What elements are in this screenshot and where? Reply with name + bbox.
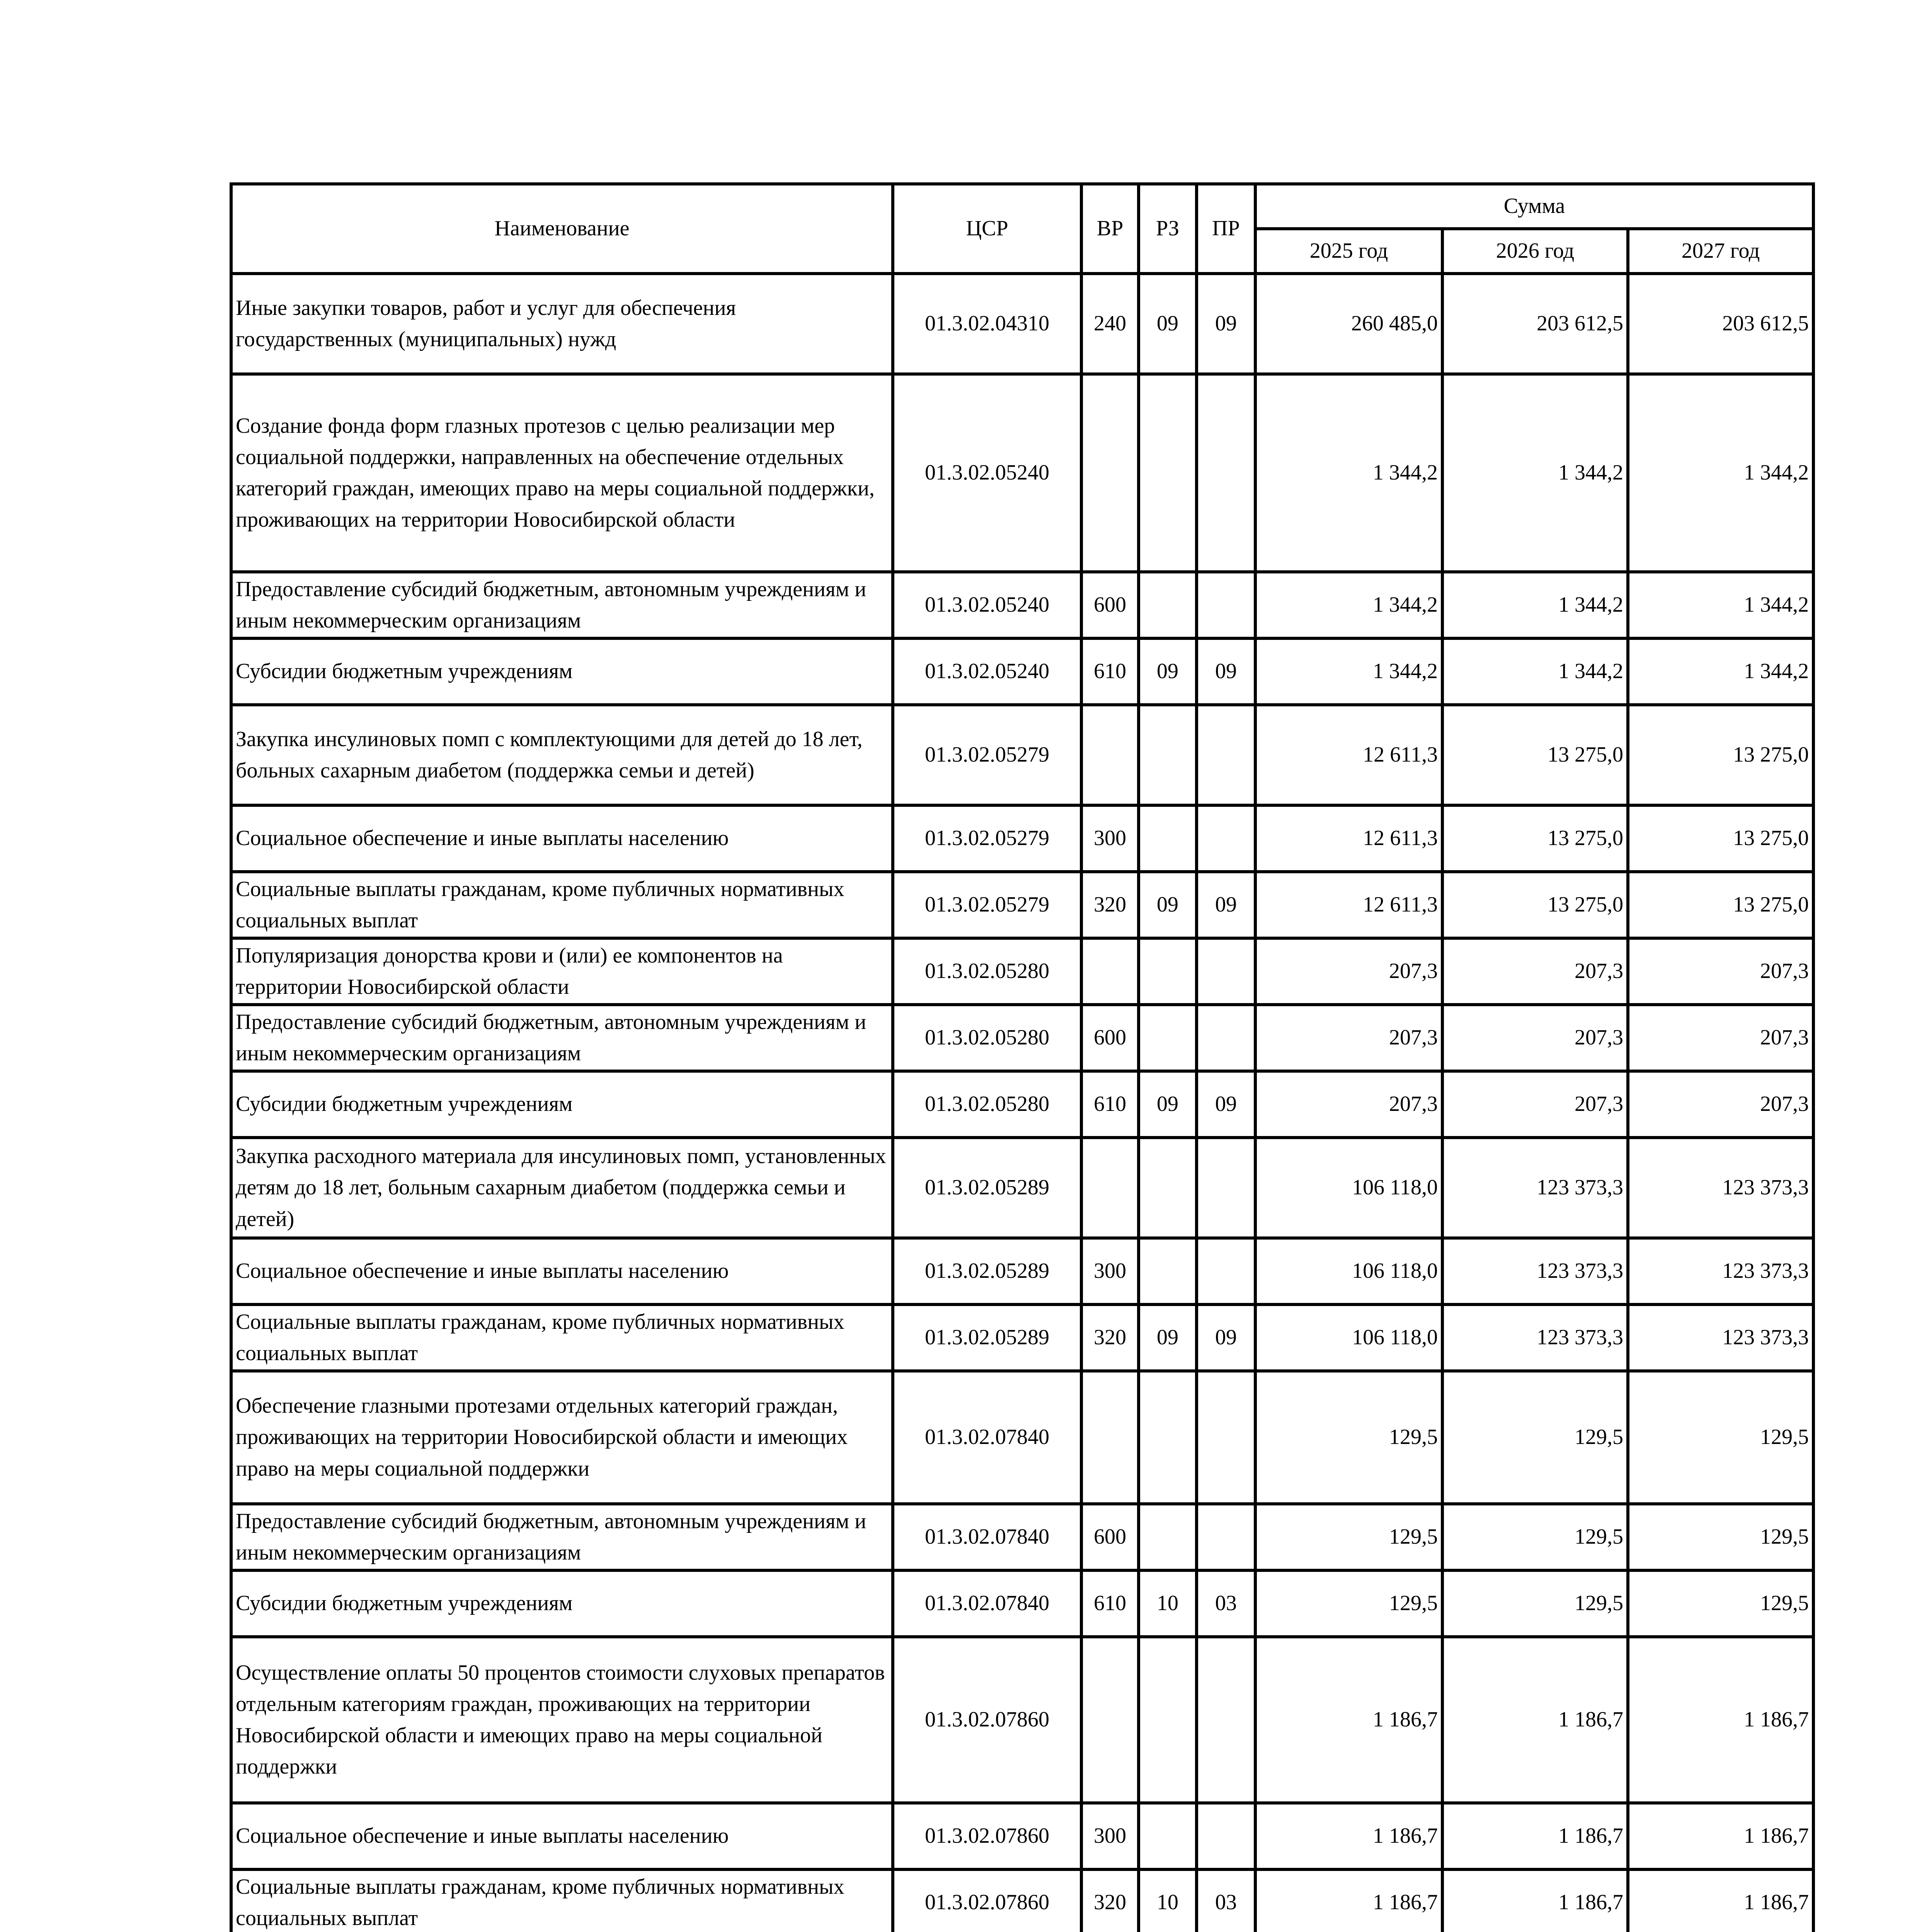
cell-name: Закупка инсулиновых помп с комплектующими для детей до 18 лет, больных сахарным диабетом (поддержка семьи и детей) — [231, 705, 893, 805]
cell-csr: 01.3.02.05279 — [893, 705, 1081, 805]
table-row — [231, 1071, 1813, 1138]
cell-pr — [1197, 1504, 1255, 1570]
cell-amount-2026: 1 186,7 — [1442, 1869, 1628, 1932]
cell-amount-2026: 1 186,7 — [1442, 1803, 1628, 1869]
cell-pr — [1197, 938, 1255, 1005]
cell-name: Социальные выплаты гражданам, кроме публичных нормативных социальных выплат — [231, 1304, 893, 1371]
cell-amount-2027: 207,3 — [1628, 938, 1813, 1005]
table-row — [231, 1869, 1813, 1932]
cell-rz: 09 — [1139, 274, 1197, 374]
cell-amount-2025: 1 186,7 — [1255, 1637, 1442, 1803]
table-row — [231, 572, 1813, 638]
cell-amount-2026: 129,5 — [1442, 1570, 1628, 1637]
table-row — [231, 1238, 1813, 1304]
cell-amount-2025: 207,3 — [1255, 1005, 1442, 1071]
cell-amount-2026: 1 344,2 — [1442, 374, 1628, 572]
cell-csr: 01.3.02.05280 — [893, 1005, 1081, 1071]
cell-amount-2025: 129,5 — [1255, 1504, 1442, 1570]
cell-rz — [1139, 374, 1197, 572]
cell-name: Субсидии бюджетным учреждениям — [231, 1071, 893, 1138]
header-name: Наименование — [231, 184, 893, 274]
cell-rz: 09 — [1139, 872, 1197, 938]
cell-amount-2025: 129,5 — [1255, 1371, 1442, 1504]
cell-csr: 01.3.02.05240 — [893, 572, 1081, 638]
cell-name: Закупка расходного материала для инсулиновых помп, установленных детям до 18 лет, больным сахарным диабетом (поддержка семьи и детей) — [231, 1138, 893, 1238]
cell-rz — [1139, 1803, 1197, 1869]
cell-csr: 01.3.02.04310 — [893, 274, 1081, 374]
cell-amount-2025: 1 186,7 — [1255, 1803, 1442, 1869]
cell-vr: 610 — [1081, 1570, 1139, 1637]
cell-pr — [1197, 1138, 1255, 1238]
cell-vr — [1081, 374, 1139, 572]
cell-rz — [1139, 805, 1197, 872]
cell-pr — [1197, 1637, 1255, 1803]
cell-rz — [1139, 1637, 1197, 1803]
cell-csr: 01.3.02.07860 — [893, 1637, 1081, 1803]
cell-pr — [1197, 374, 1255, 572]
cell-rz — [1139, 572, 1197, 638]
table-row — [231, 638, 1813, 705]
budget-table — [230, 182, 1815, 1932]
cell-amount-2026: 207,3 — [1442, 1005, 1628, 1071]
cell-amount-2025: 207,3 — [1255, 1071, 1442, 1138]
cell-vr — [1081, 1637, 1139, 1803]
cell-name: Обеспечение глазными протезами отдельных категорий граждан, проживающих на территории Новосибирской области и имеющих право на меры социальной поддержки — [231, 1371, 893, 1504]
cell-vr — [1081, 1371, 1139, 1504]
cell-vr: 300 — [1081, 805, 1139, 872]
header-year-2026: 2026 год — [1442, 229, 1628, 274]
cell-name: Субсидии бюджетным учреждениям — [231, 1570, 893, 1637]
cell-csr: 01.3.02.07840 — [893, 1371, 1081, 1504]
cell-vr — [1081, 1138, 1139, 1238]
table-row — [231, 1304, 1813, 1371]
table-row — [231, 805, 1813, 872]
cell-name: Предоставление субсидий бюджетным, автономным учреждениям и иным некоммерческим организациям — [231, 572, 893, 638]
table-row — [231, 374, 1813, 572]
cell-rz: 09 — [1139, 1071, 1197, 1138]
cell-vr: 300 — [1081, 1238, 1139, 1304]
cell-rz — [1139, 1504, 1197, 1570]
cell-vr — [1081, 705, 1139, 805]
cell-amount-2025: 106 118,0 — [1255, 1138, 1442, 1238]
cell-amount-2025: 260 485,0 — [1255, 274, 1442, 374]
cell-amount-2026: 13 275,0 — [1442, 805, 1628, 872]
cell-rz: 10 — [1139, 1869, 1197, 1932]
cell-amount-2025: 1 186,7 — [1255, 1869, 1442, 1932]
cell-amount-2025: 106 118,0 — [1255, 1238, 1442, 1304]
cell-pr — [1197, 1371, 1255, 1504]
cell-pr — [1197, 805, 1255, 872]
cell-amount-2027: 129,5 — [1628, 1504, 1813, 1570]
cell-rz: 09 — [1139, 638, 1197, 705]
cell-rz: 09 — [1139, 1304, 1197, 1371]
cell-pr — [1197, 1005, 1255, 1071]
cell-rz — [1139, 1371, 1197, 1504]
cell-name: Создание фонда форм глазных протезов с целью реализации мер социальной поддержки, направленных на обеспечение отдельных категорий граждан, имеющих право на меры социальной поддержки, проживающих на территории Новосибирской области — [231, 374, 893, 572]
cell-vr: 600 — [1081, 1005, 1139, 1071]
cell-amount-2027: 123 373,3 — [1628, 1138, 1813, 1238]
table-row — [231, 938, 1813, 1005]
cell-csr: 01.3.02.05240 — [893, 638, 1081, 705]
cell-amount-2027: 129,5 — [1628, 1371, 1813, 1504]
cell-csr: 01.3.02.05289 — [893, 1138, 1081, 1238]
table-row — [231, 1803, 1813, 1869]
cell-name: Социальные выплаты гражданам, кроме публичных нормативных социальных выплат — [231, 872, 893, 938]
header-year-2027: 2027 год — [1628, 229, 1813, 274]
cell-amount-2025: 1 344,2 — [1255, 374, 1442, 572]
cell-amount-2027: 203 612,5 — [1628, 274, 1813, 374]
cell-vr: 600 — [1081, 1504, 1139, 1570]
cell-amount-2027: 129,5 — [1628, 1570, 1813, 1637]
table-row — [231, 1570, 1813, 1637]
cell-amount-2027: 1 186,7 — [1628, 1637, 1813, 1803]
cell-name: Социальные выплаты гражданам, кроме публичных нормативных социальных выплат — [231, 1869, 893, 1932]
cell-amount-2025: 207,3 — [1255, 938, 1442, 1005]
cell-amount-2027: 1 344,2 — [1628, 572, 1813, 638]
cell-amount-2025: 1 344,2 — [1255, 572, 1442, 638]
cell-amount-2027: 13 275,0 — [1628, 805, 1813, 872]
cell-amount-2025: 129,5 — [1255, 1570, 1442, 1637]
cell-amount-2027: 1 344,2 — [1628, 638, 1813, 705]
table-row — [231, 1138, 1813, 1238]
cell-pr: 09 — [1197, 638, 1255, 705]
cell-csr: 01.3.02.05240 — [893, 374, 1081, 572]
cell-amount-2026: 123 373,3 — [1442, 1304, 1628, 1371]
cell-csr: 01.3.02.05289 — [893, 1238, 1081, 1304]
cell-rz — [1139, 938, 1197, 1005]
table-row — [231, 1005, 1813, 1071]
cell-vr: 600 — [1081, 572, 1139, 638]
cell-pr: 09 — [1197, 1071, 1255, 1138]
cell-amount-2026: 123 373,3 — [1442, 1238, 1628, 1304]
cell-amount-2027: 123 373,3 — [1628, 1238, 1813, 1304]
cell-csr: 01.3.02.07840 — [893, 1504, 1081, 1570]
cell-csr: 01.3.02.05289 — [893, 1304, 1081, 1371]
cell-vr: 610 — [1081, 638, 1139, 705]
header-sum: Сумма — [1255, 184, 1813, 229]
cell-amount-2025: 12 611,3 — [1255, 805, 1442, 872]
cell-csr: 01.3.02.07840 — [893, 1570, 1081, 1637]
cell-amount-2026: 13 275,0 — [1442, 705, 1628, 805]
header-csr: ЦСР — [893, 184, 1081, 274]
cell-rz — [1139, 1005, 1197, 1071]
cell-amount-2027: 123 373,3 — [1628, 1304, 1813, 1371]
cell-amount-2025: 1 344,2 — [1255, 638, 1442, 705]
table-row — [231, 274, 1813, 374]
header-rz: РЗ — [1139, 184, 1197, 274]
cell-csr: 01.3.02.05279 — [893, 872, 1081, 938]
cell-amount-2025: 106 118,0 — [1255, 1304, 1442, 1371]
cell-csr: 01.3.02.05280 — [893, 1071, 1081, 1138]
table-body — [231, 274, 1813, 1932]
cell-amount-2027: 1 344,2 — [1628, 374, 1813, 572]
header-pr: ПР — [1197, 184, 1255, 274]
cell-pr — [1197, 705, 1255, 805]
cell-rz — [1139, 705, 1197, 805]
cell-name: Социальное обеспечение и иные выплаты населению — [231, 1803, 893, 1869]
cell-amount-2027: 13 275,0 — [1628, 872, 1813, 938]
cell-amount-2026: 207,3 — [1442, 938, 1628, 1005]
cell-pr: 09 — [1197, 872, 1255, 938]
cell-vr: 300 — [1081, 1803, 1139, 1869]
cell-pr — [1197, 572, 1255, 638]
table-row — [231, 1504, 1813, 1570]
cell-amount-2027: 207,3 — [1628, 1005, 1813, 1071]
cell-amount-2026: 123 373,3 — [1442, 1138, 1628, 1238]
table-row — [231, 1371, 1813, 1504]
cell-amount-2027: 207,3 — [1628, 1071, 1813, 1138]
cell-rz — [1139, 1238, 1197, 1304]
table-row — [231, 872, 1813, 938]
header-year-2025: 2025 год — [1255, 229, 1442, 274]
cell-pr: 03 — [1197, 1869, 1255, 1932]
cell-name: Иные закупки товаров, работ и услуг для обеспечения государственных (муниципальных) нужд — [231, 274, 893, 374]
cell-pr — [1197, 1238, 1255, 1304]
cell-rz — [1139, 1138, 1197, 1238]
cell-amount-2026: 1 344,2 — [1442, 572, 1628, 638]
cell-vr: 320 — [1081, 1869, 1139, 1932]
header-vr: ВР — [1081, 184, 1139, 274]
cell-vr: 320 — [1081, 1304, 1139, 1371]
cell-csr: 01.3.02.07860 — [893, 1869, 1081, 1932]
cell-amount-2027: 1 186,7 — [1628, 1869, 1813, 1932]
cell-vr: 240 — [1081, 274, 1139, 374]
cell-name: Предоставление субсидий бюджетным, автономным учреждениям и иным некоммерческим организациям — [231, 1005, 893, 1071]
cell-amount-2026: 203 612,5 — [1442, 274, 1628, 374]
cell-name: Осуществление оплаты 50 процентов стоимости слуховых препаратов отдельным категориям граждан, проживающих на территории Новосибирской области и имеющих право на меры социальной поддержки — [231, 1637, 893, 1803]
cell-pr: 09 — [1197, 274, 1255, 374]
cell-csr: 01.3.02.07860 — [893, 1803, 1081, 1869]
cell-amount-2025: 12 611,3 — [1255, 872, 1442, 938]
cell-name: Популяризация донорства крови и (или) ее компонентов на территории Новосибирской области — [231, 938, 893, 1005]
cell-pr — [1197, 1803, 1255, 1869]
cell-pr: 03 — [1197, 1570, 1255, 1637]
cell-name: Социальное обеспечение и иные выплаты населению — [231, 1238, 893, 1304]
cell-amount-2026: 129,5 — [1442, 1504, 1628, 1570]
table-row — [231, 705, 1813, 805]
cell-name: Субсидии бюджетным учреждениям — [231, 638, 893, 705]
cell-name: Предоставление субсидий бюджетным, автономным учреждениям и иным некоммерческим организациям — [231, 1504, 893, 1570]
cell-csr: 01.3.02.05279 — [893, 805, 1081, 872]
cell-amount-2026: 129,5 — [1442, 1371, 1628, 1504]
cell-amount-2027: 1 186,7 — [1628, 1803, 1813, 1869]
cell-amount-2026: 207,3 — [1442, 1071, 1628, 1138]
cell-amount-2026: 13 275,0 — [1442, 872, 1628, 938]
cell-name: Социальное обеспечение и иные выплаты населению — [231, 805, 893, 872]
cell-csr: 01.3.02.05280 — [893, 938, 1081, 1005]
cell-amount-2026: 1 186,7 — [1442, 1637, 1628, 1803]
cell-pr: 09 — [1197, 1304, 1255, 1371]
cell-vr: 320 — [1081, 872, 1139, 938]
cell-amount-2025: 12 611,3 — [1255, 705, 1442, 805]
cell-amount-2026: 1 344,2 — [1442, 638, 1628, 705]
cell-vr — [1081, 938, 1139, 1005]
cell-vr: 610 — [1081, 1071, 1139, 1138]
cell-rz: 10 — [1139, 1570, 1197, 1637]
cell-amount-2027: 13 275,0 — [1628, 705, 1813, 805]
table-row — [231, 1637, 1813, 1803]
